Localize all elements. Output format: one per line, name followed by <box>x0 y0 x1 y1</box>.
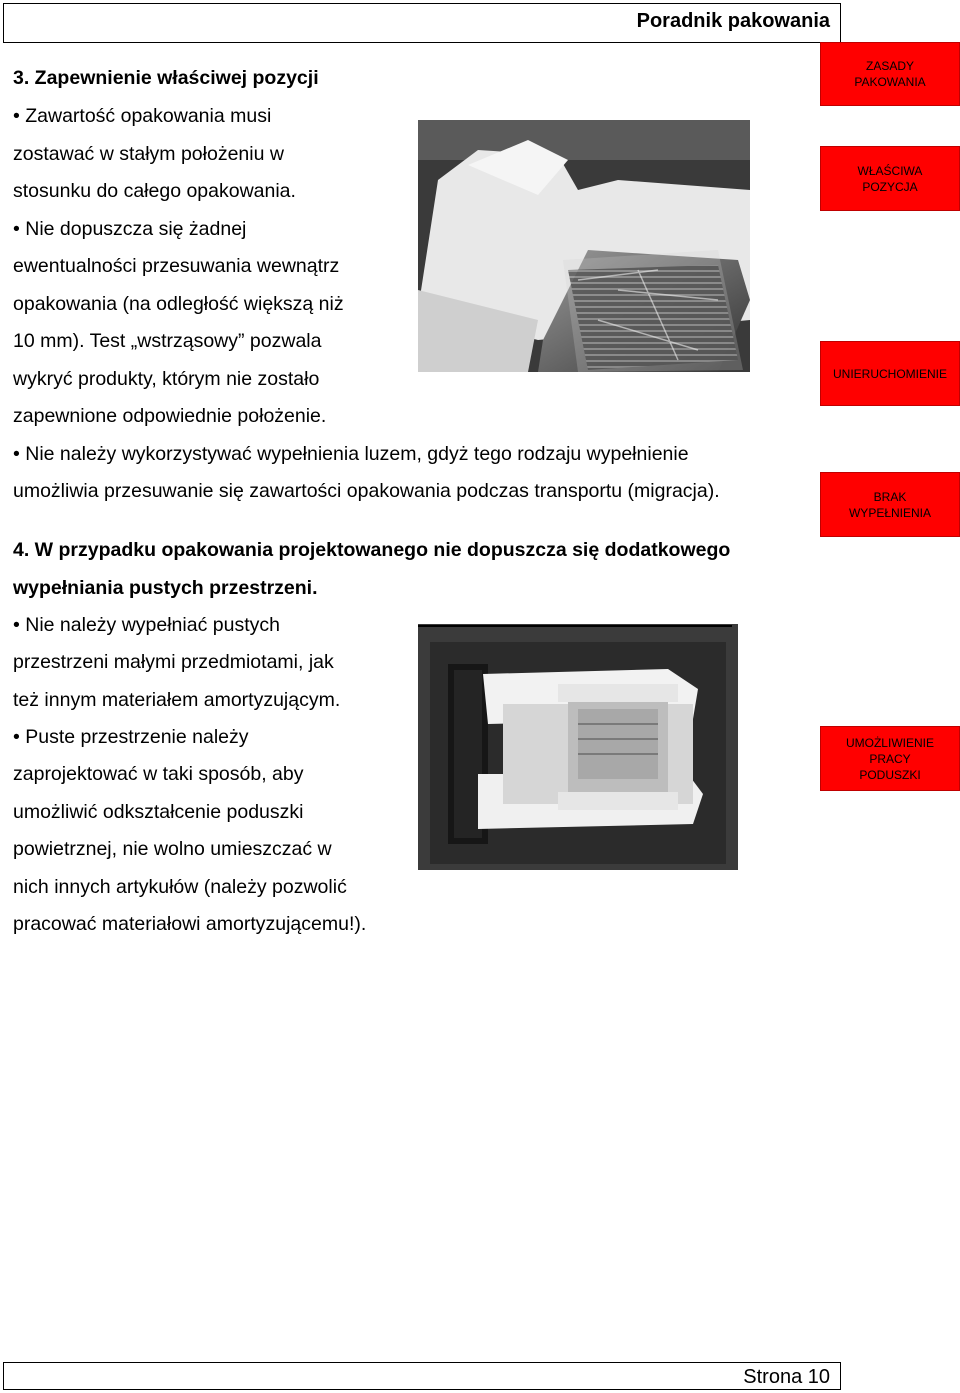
header-box <box>3 3 841 43</box>
tag-line: ZASADY <box>865 59 914 73</box>
tag-line: WYPEŁNIENIA <box>848 505 932 520</box>
text-line: też innym materiałem amortyzującym. <box>13 689 341 711</box>
section-4-heading-cont: wypełniania pustych przestrzeni. <box>13 577 318 599</box>
text-line: nich innych artykułów (należy pozwolić <box>13 876 347 898</box>
tag-line: UNIERUCHOMIENIE <box>832 366 947 381</box>
packaging-photo-cushion-drawing <box>418 624 738 870</box>
text-line: • Nie należy wykorzystywać wypełnienia luzem, gdyż tego rodzaju wypełnienie <box>13 443 689 465</box>
tag-line: BRAK <box>873 489 907 504</box>
footer-box <box>3 1362 841 1390</box>
text-line: pracować materiałowi amortyzującemu!). <box>13 913 367 935</box>
tag-line: UMOŻLIWIENIE <box>845 735 934 750</box>
tag-proper-position <box>820 146 960 211</box>
text-line: opakowania (na odległość większą niż <box>13 293 344 315</box>
text-line: 10 mm). Test „wstrząsowy” pozwala <box>13 330 322 352</box>
text-line: zapewnione odpowiednie położenie. <box>13 405 327 427</box>
text-line: przestrzeni małymi przedmiotami, jak <box>13 651 334 673</box>
tag-line: WŁAŚCIWA <box>857 163 923 178</box>
packaging-photo-position <box>418 120 750 372</box>
text-line: zaprojektować w taki sposób, aby <box>13 763 304 785</box>
text-line: • Nie należy wypełniać pustych <box>13 614 280 636</box>
tag-packaging-rules <box>820 42 960 106</box>
page-number: Strona 10 <box>743 1366 830 1388</box>
text-line: wykryć produkty, którym nie zostało <box>13 368 320 390</box>
tag-line: PODUSZKI <box>859 767 921 782</box>
text-line: powietrznej, nie wolno umieszczać w <box>13 838 332 860</box>
tag-line: POZYCJA <box>862 179 918 194</box>
text-line: • Nie dopuszcza się żadnej <box>13 218 247 240</box>
tag-no-filling <box>820 472 960 537</box>
tag-line: PRACY <box>869 751 911 766</box>
text-line: • Puste przestrzenie należy <box>13 726 249 748</box>
tag-cushion-operation <box>820 726 960 791</box>
section-4-heading: 4. W przypadku opakowania projektowanego nie dopuszcza się dodatkowego <box>13 539 731 561</box>
text-line: umożliwić odkształcenie poduszki <box>13 801 304 823</box>
section-3-heading: 3. Zapewnienie właściwej pozycji <box>13 67 319 89</box>
text-line: umożliwia przesuwanie się zawartości opakowania podczas transportu (migracja). <box>13 480 720 502</box>
text-line: stosunku do całego opakowania. <box>13 180 296 202</box>
text-line: zostawać w stałym położeniu w <box>13 143 284 165</box>
packaging-photo-position-drawing <box>418 120 750 372</box>
text-line: • Zawartość opakowania musi <box>13 105 272 127</box>
tag-immobilization <box>820 341 960 406</box>
packaging-photo-cushion <box>418 624 738 870</box>
text-line: ewentualności przesuwania wewnątrz <box>13 255 340 277</box>
tag-line: PAKOWANIA <box>854 75 926 89</box>
header-title: Poradnik pakowania <box>636 10 830 32</box>
